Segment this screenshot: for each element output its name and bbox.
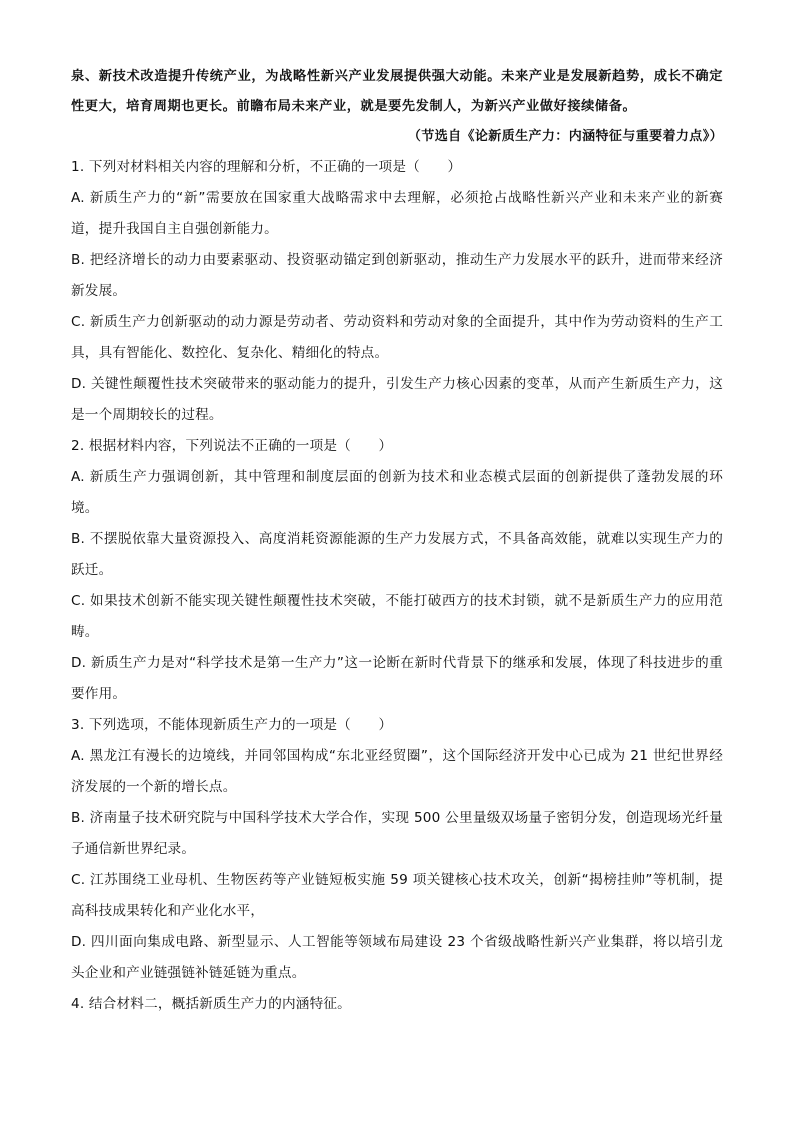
option-b: B. 不摆脱依靠大量资源投入、高度消耗资源能源的生产力发展方式，不具备高效能，就难以实现生产力的跃迁。 (71, 531, 723, 578)
option-a: A. 黑龙江有漫长的边境线，并同邻国构成“东北亚经贸圈”，这个国际经济开发中心已成为 21 世纪世界经济发展的一个新的增长点。 (71, 748, 723, 795)
question-4 (71, 989, 723, 1020)
question-3 (71, 710, 723, 989)
option-c: C. 江苏围绕工业母机、生物医药等产业链短板实施 59 项关键核心技术攻关，创新“揭榜挂帅”等机制，提高科技成果转化和产业化水平， (71, 872, 723, 919)
option-d: D. 新质生产力是对“科学技术是第一生产力”这一论断在新时代背景下的继承和发展，体现了科技进步的重要作用。 (71, 655, 723, 702)
option-a: A. 新质生产力的“新”需要放在国家重大战略需求中去理解，必须抢占战略性新兴产业和未来产业的新赛道，提升我国自主自强创新能力。 (71, 190, 723, 237)
question-stem: 3. 下列选项，不能体现新质生产力的一项是（ ） (71, 717, 393, 733)
option-d: D. 四川面向集成电路、新型显示、人工智能等领域布局建设 23 个省级战略性新兴产业集群，将以培引龙头企业和产业链强链补链延链为重点。 (71, 934, 723, 981)
question-stem: 1. 下列对材料相关内容的理解和分析，不正确的一项是（ ） (71, 159, 462, 175)
option-c: C. 如果技术创新不能实现关键性颠覆性技术突破，不能打破西方的技术封锁，就不是新质生产力的应用范畴。 (71, 593, 723, 640)
document-page (71, 62, 723, 1020)
question-stem: 4. 结合材料二，概括新质生产力的内涵特征。 (71, 996, 351, 1012)
passage-source: （节选自《论新质生产力：内涵特征与重要着力点》） (407, 129, 723, 144)
question-2 (71, 431, 723, 710)
option-a: A. 新质生产力强调创新，其中管理和制度层面的创新为技术和业态模式层面的创新提供了蓬勃发展的环境。 (71, 469, 723, 516)
question-stem: 2. 根据材料内容，下列说法不正确的一项是（ ） (71, 438, 393, 454)
question-1 (71, 152, 723, 431)
reading-passage (71, 62, 723, 152)
option-d: D. 关键性颠覆性技术突破带来的驱动能力的提升，引发生产力核心因素的变革，从而产生新质生产力，这是一个周期较长的过程。 (71, 376, 723, 423)
option-c: C. 新质生产力创新驱动的动力源是劳动者、劳动资料和劳动对象的全面提升，其中作为劳动资料的生产工具，具有智能化、数控化、复杂化、精细化的特点。 (71, 314, 723, 361)
option-b: B. 济南量子技术研究院与中国科学技术大学合作，实现 500 公里量级双场量子密钥分发，创造现场光纤量子通信新世界纪录。 (71, 810, 723, 857)
passage-text: 泉、新技术改造提升传统产业，为战略性新兴产业发展提供强大动能。未来产业是发展新趋势，成长不确定性更大，培育周期也更长。前瞻布局未来产业，就是要先发制人，为新兴产业做好接续储备。 (71, 69, 723, 114)
option-b: B. 把经济增长的动力由要素驱动、投资驱动锚定到创新驱动，推动生产力发展水平的跃升，进而带来经济新发展。 (71, 252, 723, 299)
